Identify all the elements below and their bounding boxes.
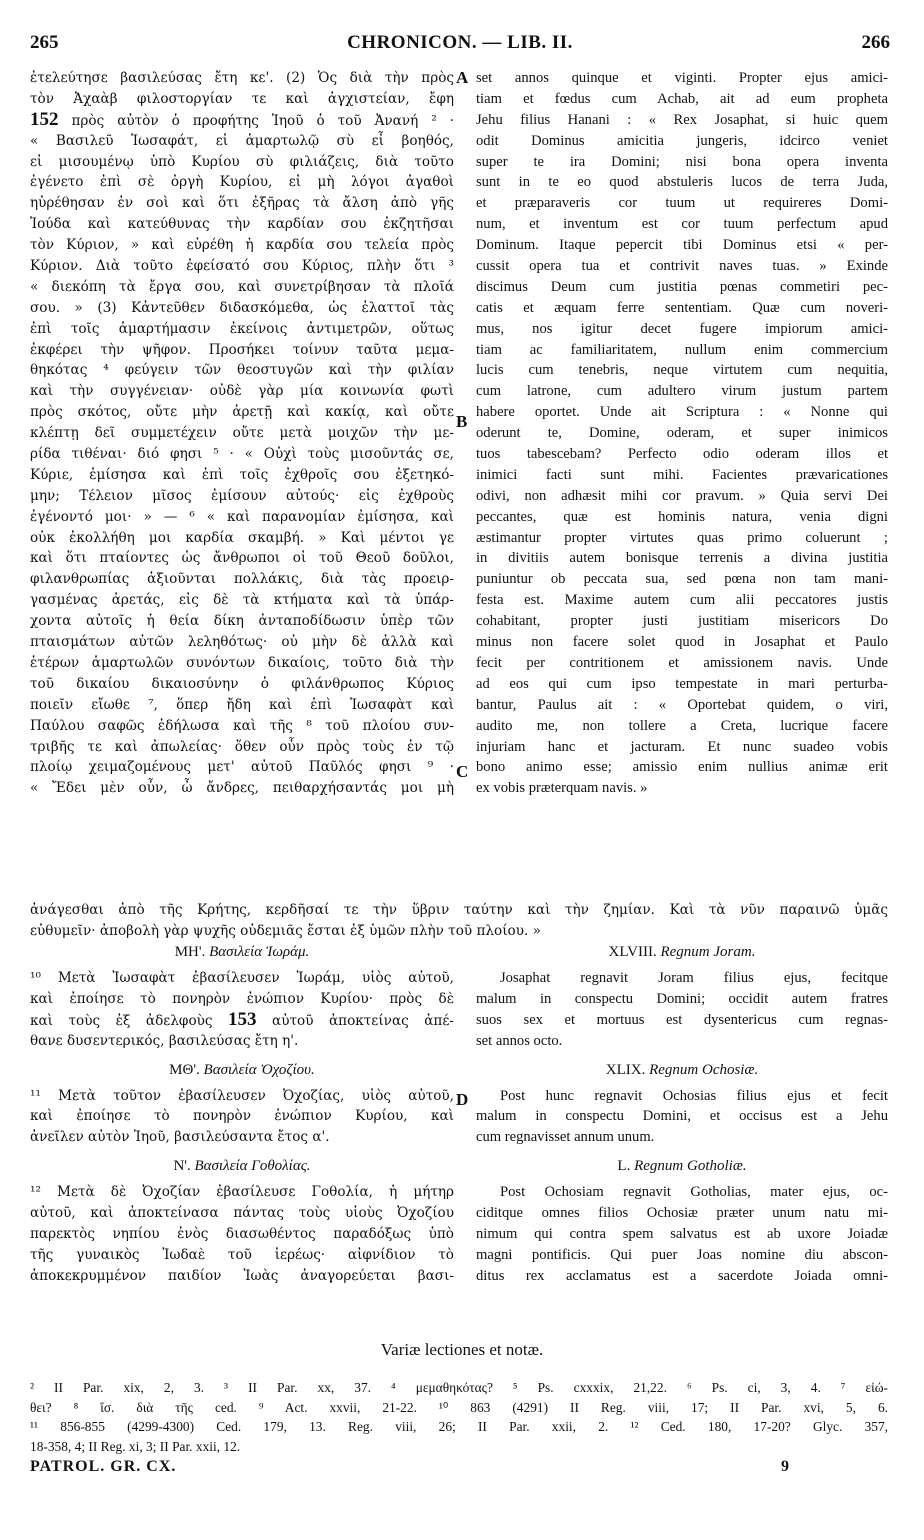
text-line: ἐκφέρει τὴν ψῆφον. Προσήκει τοίνυν ταῦτα μεμα- [30,341,454,358]
text-line: ποιεῖν εἴωθε ⁷, ὅπερ ἤδη καὶ ἐπὶ Ἰωσαφὰτ καὶ [30,696,454,713]
text-line: super te ira Domini; nisi bona opera inventa [476,153,888,170]
text-line: ditus rex acclamatus est a sacerdote Joiada omni- [476,1267,888,1284]
greek-section-text [30,968,454,1052]
text-line: φιλανθρωπίας ἀξιοῦνται πολλάκις, διὰ τὰς προειρ- [30,571,454,588]
text-line: fecit per contritionem et amissionem navis. Unde [476,654,888,671]
latin-section-heading [476,1062,888,1079]
text-line: Κύριον. Διὰ τοῦτο ἐφείσατό σου Κύριος, πλὴν ὅτι ³ [30,258,454,275]
greek-section-number: ΜΘ'. [169,1061,204,1078]
text-line: Κύριε, ἐμίσησα καὶ ἐπὶ τοῖς ἐχθροῖς σου ἐξετηκό- [30,466,454,483]
greek-section-text [30,1182,454,1286]
text-line: μην; Τέλειον μῖσος ἐμίσουν αὐτούς· εἰς ἐχθροὺς [30,487,454,504]
greek-column [30,68,454,799]
latin-section-text [476,1182,888,1286]
page-footer [30,1458,790,1476]
column-number: 152 [30,109,59,130]
greek-section-title: Βασιλεία Ἰωράμ. [209,944,310,960]
text-line: ex vobis præterquam navis. » [476,780,648,797]
text-line: catis et æquam ferre sententiam. Quæ cum noveri- [476,299,888,316]
text-line: χοντα αὐτοῖς ἡ θεία δίκη ἀνταποδίδωσιν ὑπὲρ τῶν [30,613,454,630]
text-line: « διεκόπη τὰ ἔργα σου, καὶ συνετρίβησαν τὰ πλοῖά [30,278,454,295]
text-line: cussit opera tua et contrivit naves tuas. » Exinde [476,258,888,275]
greek-section-text [30,1086,454,1149]
text-line: Post hunc regnavit Ochosias filius ejus et fecit [500,1087,888,1104]
text-line: discimus Deum cum justitia pœnas commetiri pec- [476,278,888,295]
text-line: set annos octo. [476,1032,563,1049]
latin-section-heading [476,944,888,961]
latin-section-title: Regnum Joram. [660,944,756,960]
text-line: cum regnavisset annum unum. [476,1129,655,1146]
greek-section-title: Βασιλεία Γοθολίας. [194,1158,311,1175]
text-line: malum in conspectu Domini; occidit autem fratres [476,990,888,1007]
text-line: Παύλου σαφῶς ἐδήλωσα καὶ τῆς ⁸ τοῦ πλοίου συν- [30,717,454,734]
text-line: æstimantur propter virtutes quas primo coluerunt ; [476,529,888,546]
text-line: πρὸς σκότος, οὔτε μὴν ἀρετῇ καὶ κακίᾳ, καὶ οὔτε [30,404,454,421]
text-line: magni pontificis. Qui puer Joas nomine diu abscon- [476,1246,888,1263]
text-line: cum latrone, cum adultero virum justum partem [476,383,888,400]
text-line: « Ἔδει μὲν οὖν, ὦ ἄνδρες, πειθαρχήσαντάς μοι μὴ [30,780,454,797]
text-line: ἀνεῖλεν αὐτὸν Ἰηοῦ, βασιλεύσαντα ἔτος α'. [30,1129,330,1146]
text-line: εὐθυμεῖν· ἀποβολὴ γὰρ ψυχῆς οὐδεμιᾶς ἔσται ἐξ ὑμῶν πλὴν τοῦ πλοίου. » [30,922,541,939]
text-line: καὶ ἐποίησε τὸ πονηρὸν ἐνώπιον Κυρίου, καὶ [30,1108,454,1125]
series-label: PATROL. GR. CX. [30,1458,177,1475]
margin-letter-d: D [456,1090,469,1109]
text-line: τριβῆς τε καὶ ἀπωλείας· ὅθεν οὖν πρὸς τοὺς ἐν τῷ [30,738,454,755]
text-line: Dominum. Itaque pepercit tibi Dominus etsi « per- [476,237,888,254]
greek-section-heading [30,1062,454,1079]
text-line: καὶ ἐποίησε τὸ πονηρὸν ἐνώπιον Κυρίου· πρὸς δὲ [30,990,454,1007]
text-line: bantur, Paulus ait : « Oportebat quidem, o viri, [476,696,888,713]
text-line: ἐπὶ τοῖς ἁμαρτήμασιν ἐκείνοις ἀντιμετρῶν, οὕτως [30,320,454,337]
text-line: αὐτοῦ, καὶ ἀποκτείνασα πάντας τοὺς υἱοὺς Ὀχοζίου [30,1205,454,1222]
latin-section-title: Regnum Gotholiæ. [634,1158,747,1175]
notes-title: Variæ lectiones et notæ. [380,1340,544,1359]
text-line: πλοίῳ χειμαζομένους μετ' αὐτοῦ Παῦλός φησι ⁹ · [30,759,454,776]
text-line: καὶ τοὺς ἐξ ἀδελφοὺς 153 αὐτοῦ ἀποκτείνας ἀπέ- [30,1009,454,1030]
page-header [30,32,890,60]
text-line: injuriam hanc et jacturam. Et nunc suadeo vobis [476,738,888,755]
text-line: nimum qui contra spem salvatus est ab uxore Joiadæ [476,1226,888,1243]
column-number: 153 [228,1009,257,1030]
text-line: sunt in te eo quod abstuleris lucos de terra Juda, [476,174,888,191]
text-line: 18-358, 4; II Reg. xi, 3; II Par. xxii, 12. [30,1438,241,1454]
text-line: ἐγένετο ἐπὶ σὲ ὀργὴ Κυρίου, εἰ μὴ λόγοι ἀγαθοὶ [30,174,454,191]
text-line: παρεκτὸς νηπίου ἑνὸς διασωθέντος παραδόξως ὑπὸ [30,1226,454,1243]
text-line: mus, nos igitur decet fugere impiorum amici- [476,320,888,337]
text-line: ἀνάγεσθαι ἀπὸ τῆς Κρήτης, κερδῆσαί τε τὴν ὕβριν ταύτην καὶ τὴν ζημίαν. Καὶ τὰ νῦν παραινῶ ὑμᾶς [30,902,888,918]
text-line: oderunt te, Domine, oderam, et super inimicos [476,425,888,442]
full-width-continuation [30,900,888,942]
latin-column [476,68,888,799]
text-line: Post Ochosiam regnavit Gotholias, mater ejus, oc- [500,1184,888,1201]
text-line: suos sex et mortuus est dysentericus cum regnas- [476,1011,888,1028]
text-line: τὸν Ἀχαὰβ φιλοστοργίαν τε καὶ ἀγχιστείαν, ἔφη [30,90,454,107]
text-line: festa est. Maxime autem cum alii peccatores justis [476,592,888,609]
margin-letter-a: A [456,68,469,87]
latin-section-number: XLVIII. [608,944,661,960]
text-line: peccantes, quæ est hominis natura, venia digni [476,508,888,525]
text-line: minus non facere solet quod in Josaphat et Paulo [476,634,888,651]
text-line: malum in conspectu Domini, et occisus est a Jehu [476,1108,888,1125]
latin-section-title: Regnum Ochosiæ. [649,1061,759,1078]
greek-section-heading [30,1158,454,1175]
greek-section-number: Ν'. [173,1158,195,1175]
text-line: Jehu filius Hanani : « Rex Josaphat, si huic quem [476,111,888,128]
text-line: Josaphat regnavit Joram filius ejus, fecitque [500,970,888,986]
text-line: τὸν Κύριον, » καὶ εὑρέθη ἡ καρδία σου τελεία πρὸς [30,237,454,254]
text-line: tiam ac familiaritatem, nullum enim commercium [476,341,888,358]
text-line: καὶ τὴν συγγένειαν· οὐδὲ γὰρ μία κοινωνία φωτὶ [30,383,454,400]
text-line: Ἰούδα καὶ κατεύθυνας τὴν καρδίαν σου ἐκζητῆσαι [30,216,454,233]
text-line: set annos quinque et viginti. Propter ejus amici- [476,70,888,86]
text-line: inimici facti sunt mihi. Facientes prævaricationes [476,466,888,483]
right-page-number: 266 [861,32,890,53]
text-line: et præparaveris cor tuum ut requireres Domi- [476,195,888,212]
margin-letter-c: C [456,762,469,781]
text-line: πταισμάτων αὐτῶν λεληθότως· οὐ μὴν δὲ ἀλλὰ καὶ [30,634,454,651]
text-line: 152 πρὸς αὐτὸν ὁ προφήτης Ἰηοῦ ὁ τοῦ Ἀνανή ² · [30,109,454,130]
text-line: οὐκ ἐκολλήθη μοι καρδία σκαμβή. » Καὶ μέντοι γε [30,529,454,546]
latin-section-number: XLIX. [605,1061,650,1078]
text-line: γασμένας ἀρετάς, εἰς δὲ τὰ κτήματα καὶ τὰ ὑπάρ- [30,592,454,609]
text-line: καὶ ὅτι πταίοντες ὡς ἄνθρωποι οἱ τοῦ Θεοῦ δοῦλοι, [30,550,454,567]
text-line: θανε δυσεντερικός, βασιλεύσας ἔτη η'. [30,1032,299,1049]
text-line: ἐγένοντό μοι· » — ⁶ « καὶ παρανομίαν ἐμίσησα, καὶ [30,508,454,525]
text-line: ρίδα τιθέναι· διό φησι ⁵ · « Οὐχὶ τοὺς μισοῦντάς σε, [30,446,454,463]
text-line: ad eos qui cum ipso tempestate in mari perturba- [476,675,888,692]
text-line: ¹¹ 856-855 (4299-4300) Ced. 179, 13. Reg. viii, 26; II Par. xxii, 2. ¹² Ced. 180, 17-20? Glyc. 357, [30,1419,888,1434]
text-line: audito me, non tollere a Creta, lucrique facere [476,717,888,734]
text-line: ἑτέρων ἁμαρτωλῶν συνόντων δικαίοις, τοῦτο διὰ τὴν [30,654,454,671]
greek-section-title: Βασιλεία Ὀχοζίου. [203,1061,315,1078]
text-line: ¹⁰ Μετὰ Ἰωσαφὰτ ἐβασίλευσεν Ἰωράμ, υἱὸς αὐτοῦ, [30,970,454,986]
latin-section-text [476,1086,888,1149]
text-line: ciditque omnes filios Ochosiæ præter unum natu mi- [476,1205,888,1222]
text-line: ² II Par. xix, 2, 3. ³ II Par. xx, 37. ⁴ μεμαθηκότας? ⁵ Ps. cxxxix, 21,22. ⁶ Ps. ci, 3, 4. ⁷ εἰώ- [30,1380,888,1395]
text-line: τοῦ δικαίου δικαιοσύνην ὁ φιλάνθρωπος Κύριος [30,675,454,692]
text-line: εἰ μισουμένῳ ὑπὸ Κυρίου σὺ φιλιάζεις, διὰ τοῦτο [30,153,454,170]
text-line: τῆς γυναικὸς Ἰωδαὲ τοῦ ἱερέως· αἰφνίδιον τὸ [30,1246,454,1263]
text-line: ¹² Μετὰ δὲ Ὀχοζίαν ἐβασίλευσε Γοθολία, ἡ μήτηρ [30,1184,454,1201]
text-line: tuos tabescebam? Perfecto odio oderam illos et [476,446,888,463]
text-line: tiam et fœdus cum Achab, ait ad eum propheta [476,90,888,107]
latin-section-number: L. [617,1158,635,1175]
text-line: ἀποκεκρυμμένον παιδίον Ἰωὰς ἀναγορεύεται βασι- [30,1267,454,1284]
text-line: θηκότας ⁴ φεύγειν τῶν θεοστυγῶν καὶ τὴν φιλίαν [30,362,454,379]
text-line: σου. » (3) Κἀντεῦθεν διδασκόμεθα, ὡς ἐλαττοῖ τὰς [30,299,454,316]
running-title: CHRONICON. — LIB. II. [347,32,573,53]
text-line: num, et inventum est cor tuum perfectum apud [476,216,888,233]
text-line: in divitiis autem bonisque terrenis a divina justitia [476,550,888,567]
margin-letter-b: B [456,412,468,431]
text-line: habere oportet. Unde ait Scriptura : « Nonne qui [476,404,888,421]
text-line: « Βασιλεῦ Ἰωσαφάτ, εἰ ἁμαρτωλῷ σὺ εἶ βοηθός, [30,132,454,149]
text-line: ¹¹ Μετὰ τοῦτον ἐβασίλευσεν Ὀχοζίας, υἱὸς αὐτοῦ, [30,1087,454,1104]
footnotes [30,1378,888,1456]
text-line: bono animo esse; amissio enim nullius animæ erit [476,759,888,776]
text-line: θει? ⁸ ἴσ. διὰ τῆς ced. ⁹ Act. xxvii, 21-22. ¹⁰ 863 (4291) II Reg. viii, 17; II Par. xvi, 5, 6. [30,1399,888,1415]
latin-section-text [476,968,888,1052]
text-line: κλέπτῃ δεῖ συμμετέχειν οὔτε μετὰ μοιχῶν τὴν με- [30,425,454,442]
text-line: odit Dominus amicitia jungeris, idcirco veniet [476,132,888,149]
greek-section-heading [30,944,454,961]
text-line: lucis cum tenebris, neque virtutem cum nequitia, [476,362,888,379]
text-line: puniuntur ob peccata sua, sed pœna non tam mani- [476,571,888,588]
signature-mark: 9 [781,1458,790,1475]
text-line: odivi, non adhæsit mihi cor pravum. » Quia servi Dei [476,487,888,504]
text-line: ἐτελεύτησε βασιλεύσας ἔτη κε'. (2) Ὁς διὰ τὴν πρὸς [30,70,454,86]
left-page-number: 265 [30,32,59,53]
text-line: cohabitant, propter justi justitiam misericors Do [476,613,888,630]
text-line: ηὑρέθησαν ἐν σοὶ καὶ ὅτι ἐξῆρας τὰ ἄλση ἀπὸ γῆς [30,195,454,212]
greek-section-number: ΜΗ'. [174,944,210,960]
latin-section-heading [476,1158,888,1175]
